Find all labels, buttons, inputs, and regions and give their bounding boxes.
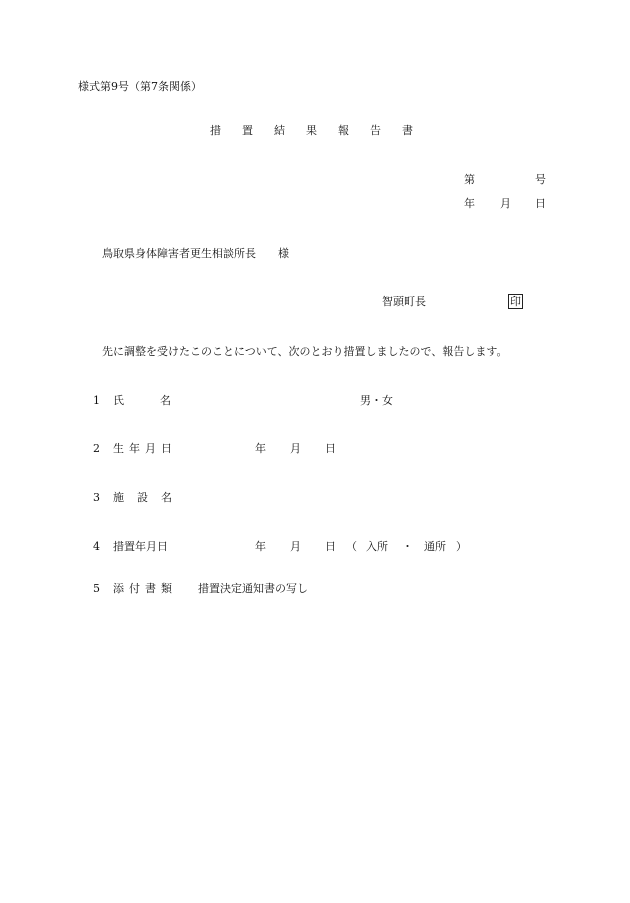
item-label-char: 類: [161, 582, 172, 595]
title-char: 書: [402, 124, 413, 137]
item-label-char: 設: [137, 491, 148, 504]
gender-choice: 男・女: [360, 394, 393, 407]
item-label-char: 付: [129, 582, 140, 595]
item-number: 1: [93, 394, 100, 407]
item-label-char: 書: [145, 582, 156, 595]
seal-mark: [508, 294, 523, 309]
item-label-char: 名: [161, 491, 172, 504]
item-label-char: 添: [113, 582, 124, 595]
title-char: 告: [370, 124, 381, 137]
option-separator: ・: [402, 540, 413, 553]
birth-year: 年: [255, 442, 266, 455]
addressee-name: 鳥取県身体障害者更生相談所長: [102, 247, 256, 260]
sender-name: 智頭町長: [382, 295, 426, 308]
item-label-char: 年: [129, 442, 140, 455]
title-char: 報: [338, 124, 349, 137]
title-char: 措: [210, 124, 221, 137]
item-label-char: 月: [145, 442, 156, 455]
attachment-value: 措置決定通知書の写し: [198, 582, 308, 595]
body-text: 先に調整を受けたこのことについて、次のとおり措置しましたので、報告します。: [102, 345, 508, 358]
option-admission: 入所: [366, 540, 388, 553]
item-number: 2: [93, 442, 100, 455]
title-char: 結: [274, 124, 285, 137]
option-commute: 通所: [424, 540, 446, 553]
measure-year: 年: [255, 540, 266, 553]
measure-month: 月: [290, 540, 301, 553]
ref-dai: 第: [464, 173, 475, 186]
title-char: 果: [306, 124, 317, 137]
paren-open: （: [346, 540, 357, 553]
paren-close: ）: [456, 540, 467, 553]
addressee-honorific: 様: [278, 247, 289, 260]
title-char: 置: [242, 124, 253, 137]
ref-go: 号: [535, 173, 546, 186]
item-label-char: 施: [113, 491, 124, 504]
item-label-char: 日: [161, 442, 172, 455]
form-number: 様式第9号（第7条関係）: [78, 80, 202, 93]
item-number: 3: [93, 491, 100, 504]
item-number: 4: [93, 540, 100, 553]
seal-char: 印: [510, 295, 521, 308]
item-label-char: 名: [160, 394, 171, 407]
birth-day: 日: [325, 442, 336, 455]
item-number: 5: [93, 582, 100, 595]
date-day: 日: [535, 197, 546, 210]
measure-day: 日: [325, 540, 336, 553]
date-year: 年: [464, 197, 475, 210]
birth-month: 月: [290, 442, 301, 455]
item-label-char: 生: [113, 442, 124, 455]
item-label-char: 氏: [113, 394, 124, 407]
item-label: 措置年月日: [113, 540, 168, 553]
date-month: 月: [500, 197, 511, 210]
